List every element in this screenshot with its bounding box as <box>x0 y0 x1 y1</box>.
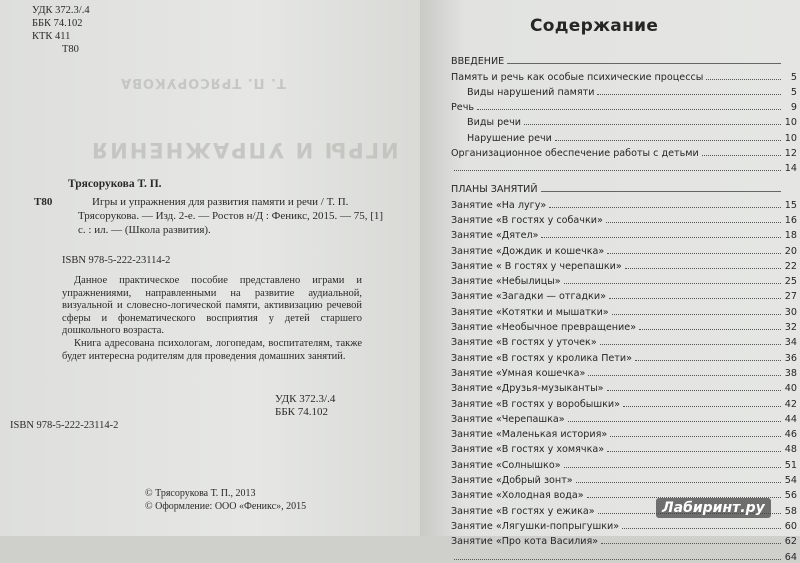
toc-entry <box>451 83 797 98</box>
toc-page-number: 46 <box>784 429 797 441</box>
toc-leader <box>477 109 781 110</box>
toc-entry <box>451 226 797 241</box>
toc-entry <box>451 67 797 82</box>
toc-entry-label: Занятие «Умная кошечка» <box>451 367 586 379</box>
toc-entry <box>451 379 797 394</box>
author-name: Трясорукова Т. П. <box>68 178 162 190</box>
toc-entry <box>451 159 797 174</box>
toc-entry <box>451 425 797 440</box>
toc-leader <box>607 390 781 391</box>
toc-entry-label: Занятие «Холодная вода» <box>451 490 584 502</box>
toc-leader <box>706 79 781 80</box>
toc-entry-label: Нарушение речи <box>467 132 552 144</box>
toc-entry <box>451 455 797 470</box>
toc-leader <box>524 124 781 125</box>
toc-page-number: 16 <box>784 214 797 226</box>
toc-leader <box>541 237 781 238</box>
toc-entry <box>451 241 797 256</box>
toc-page-number: 5 <box>790 86 797 98</box>
toc-entry <box>451 547 797 562</box>
toc-entry-label: Речь <box>451 102 475 114</box>
toc-entry-label: Занятие «Небылицы» <box>451 276 561 288</box>
bleed-through-text: Т. П. ТРЯСОРУКОВА <box>120 75 286 90</box>
toc-leader <box>607 451 781 452</box>
toc-entry-label: Занятие «В гостях у воробышки» <box>451 398 621 410</box>
toc-entry <box>451 302 797 317</box>
toc-leader <box>610 436 781 437</box>
udk-code: УДК 372.3/.4 <box>32 5 90 16</box>
isbn: ISBN 978-5-222-23114-2 <box>62 255 171 266</box>
toc-entry-label: Занятие «В гостях у собачки» <box>451 214 603 226</box>
book-description: Игры и упражнения для развития памяти и речи / Т. П. Трясорукова. — Изд. 2-е. — Ростов н/Д : Феникс, 2015. — 75, [1] с. : ил. — (Школа развития). <box>78 196 384 236</box>
toc-entry-label: Занятие «Солнышко» <box>451 459 561 471</box>
toc-entry-label: Виды нарушений памяти <box>467 86 595 98</box>
classification-codes <box>32 4 90 56</box>
toc-leader <box>623 406 781 407</box>
toc-leader <box>564 467 781 468</box>
toc-page-number: 51 <box>784 459 797 471</box>
toc-entry-label: ПЛАНЫ ЗАНЯТИЙ <box>451 184 538 196</box>
annotation <box>62 275 362 363</box>
toc-entry <box>451 471 797 486</box>
annotation-paragraph: Данное практическое пособие представлено играми и упражнениями, направленными на развитие аудиальной, визуальной и словесно-логической памяти, активизацию речевой сферы и фонематического восприятия у детей старшего дошкольного возраста. <box>62 275 362 337</box>
toc-entry <box>451 364 797 379</box>
toc-leader <box>588 375 781 376</box>
ktk-code: КТК 411 <box>32 31 71 42</box>
toc-page-number: 64 <box>784 551 797 563</box>
toc-entry-label: Занятие «Загадки — отгадки» <box>451 291 606 303</box>
copyright-line: © Оформление: ООО «Феникс», 2015 <box>145 501 307 512</box>
watermark <box>656 498 771 518</box>
toc-entry-label: Занятие «В гостях у ежика» <box>451 505 595 517</box>
toc-entry <box>451 113 797 128</box>
toc-entry <box>451 517 797 532</box>
annotation-paragraph: Книга адресована психологам, логопедам, воспитателям, также будет интересна родителям для проведения домашних занятий. <box>62 337 362 362</box>
toc-entry-label: ВВЕДЕНИЕ <box>451 56 505 68</box>
toc-entry <box>451 287 797 302</box>
toc-page-number: 32 <box>784 322 797 334</box>
toc-entry <box>451 257 797 272</box>
bleed-through-text: ИГРЫ И УПРАЖНЕНИЯ <box>90 138 399 162</box>
copyright <box>145 487 306 513</box>
copyright-line: © Трясорукова Т. П., 2013 <box>145 488 256 499</box>
toc-leader <box>601 543 781 544</box>
toc-page-number: 56 <box>784 490 797 502</box>
toc-entry-label: Занятие «Маленькая история» <box>451 429 608 441</box>
author-mark: Т80 <box>62 44 79 55</box>
toc-page-number: 10 <box>784 117 797 129</box>
toc-page-number: 10 <box>784 132 797 144</box>
toc-entry <box>451 333 797 348</box>
toc-page-number: 44 <box>784 413 797 425</box>
toc-leader <box>625 268 781 269</box>
toc-page-number: 60 <box>784 520 797 532</box>
udk-bbk-block <box>275 393 335 419</box>
toc-leader <box>541 191 781 192</box>
toc-page-number: 22 <box>784 260 797 272</box>
toc-leader <box>702 155 781 156</box>
toc-page-number: 36 <box>784 352 797 364</box>
toc-entry-label: Занятие «Котятки и мышатки» <box>451 306 609 318</box>
toc-entry-label: Занятие «Необычное превращение» <box>451 322 637 334</box>
toc-page-number: 15 <box>784 199 797 211</box>
toc-leader <box>609 298 781 299</box>
toc-leader <box>622 528 781 529</box>
toc-leader <box>597 94 781 95</box>
toc-entry-label: Занятие «В гостях у уточек» <box>451 337 597 349</box>
toc-leader <box>639 329 781 330</box>
toc-heading <box>451 52 797 67</box>
toc-entry <box>451 272 797 287</box>
toc-entry <box>451 348 797 363</box>
toc-entry <box>451 144 797 159</box>
toc-page-number: 58 <box>784 505 797 517</box>
toc-entry-label: Занятие «Дождик и кошечка» <box>451 245 605 257</box>
toc-entry-label: Занятие «На лугу» <box>451 199 547 211</box>
toc-entry-label: Занятие «Про кота Василия» <box>451 536 599 548</box>
toc-entry <box>451 394 797 409</box>
toc-entry-label: Занятие «Черепашка» <box>451 413 565 425</box>
toc-entry-label: Занятие «Дятел» <box>451 230 539 242</box>
toc-entry-label: Организационное обеспечение работы с детьми <box>451 148 699 160</box>
toc-page-number: 20 <box>784 245 797 257</box>
udk-code: УДК 372.3/.4 <box>275 393 336 405</box>
toc-entry <box>451 318 797 333</box>
toc-leader <box>564 283 781 284</box>
toc-entry <box>451 410 797 425</box>
toc-page-number: 42 <box>784 398 797 410</box>
toc-heading <box>451 174 797 195</box>
toc-entry-label: Память и речь как особые психические процессы <box>451 71 704 83</box>
toc-entry-label: Занятие «В гостях у хомячка» <box>451 444 605 456</box>
bbk-code: ББК 74.102 <box>32 18 83 29</box>
toc-entry-label: Занятие «В гостях у кролика Пети» <box>451 352 633 364</box>
toc-entry <box>451 128 797 143</box>
toc-page-number: 54 <box>784 475 797 487</box>
toc-leader <box>607 253 781 254</box>
toc-leader <box>635 360 781 361</box>
toc-page-number: 18 <box>784 230 797 242</box>
bbk-code: ББК 74.102 <box>275 406 328 418</box>
toc-leader <box>454 559 781 560</box>
toc-entry <box>451 195 797 210</box>
toc-page-number: 34 <box>784 337 797 349</box>
toc-page-number: 38 <box>784 367 797 379</box>
toc-page-number: 30 <box>784 306 797 318</box>
toc-entry <box>451 211 797 226</box>
toc-page-number: 5 <box>790 71 797 83</box>
toc-leader <box>576 482 781 483</box>
toc-entry-label: Занятие «Добрый зонт» <box>451 475 573 487</box>
bibliographic-record <box>34 177 388 237</box>
watermark-text: Лабиринт.ру <box>662 500 765 516</box>
page-title: Содержание <box>530 16 659 36</box>
toc-page-number: 27 <box>784 291 797 303</box>
toc-page-number: 25 <box>784 276 797 288</box>
isbn-bottom: ISBN 978-5-222-23114-2 <box>10 420 119 431</box>
toc-page-number: 62 <box>784 536 797 548</box>
toc-page-number: 14 <box>784 163 797 175</box>
right-page <box>420 0 800 563</box>
toc-leader <box>549 207 781 208</box>
toc-entry <box>451 98 797 113</box>
toc-page-number: 40 <box>784 383 797 395</box>
toc-entry-label: Виды речи <box>467 117 521 129</box>
toc-leader <box>606 222 781 223</box>
toc-leader <box>568 421 781 422</box>
toc-entry-label: Занятие « В гостях у черепашки» <box>451 260 622 272</box>
toc-leader <box>454 170 781 171</box>
table-of-contents <box>451 52 797 563</box>
toc-entry-label: Занятие «Лягушки-попрыгушки» <box>451 520 620 532</box>
toc-entry <box>451 532 797 547</box>
toc-leader <box>507 63 781 64</box>
toc-leader <box>555 140 781 141</box>
author-mark: Т80 <box>34 196 53 208</box>
toc-page-number: 48 <box>784 444 797 456</box>
toc-leader <box>612 314 781 315</box>
left-page <box>0 0 420 536</box>
toc-entry-label: Занятие «Друзья-музыканты» <box>451 383 604 395</box>
toc-entry <box>451 440 797 455</box>
toc-page-number: 9 <box>790 102 797 114</box>
toc-leader <box>600 344 781 345</box>
toc-page-number: 12 <box>784 148 797 160</box>
